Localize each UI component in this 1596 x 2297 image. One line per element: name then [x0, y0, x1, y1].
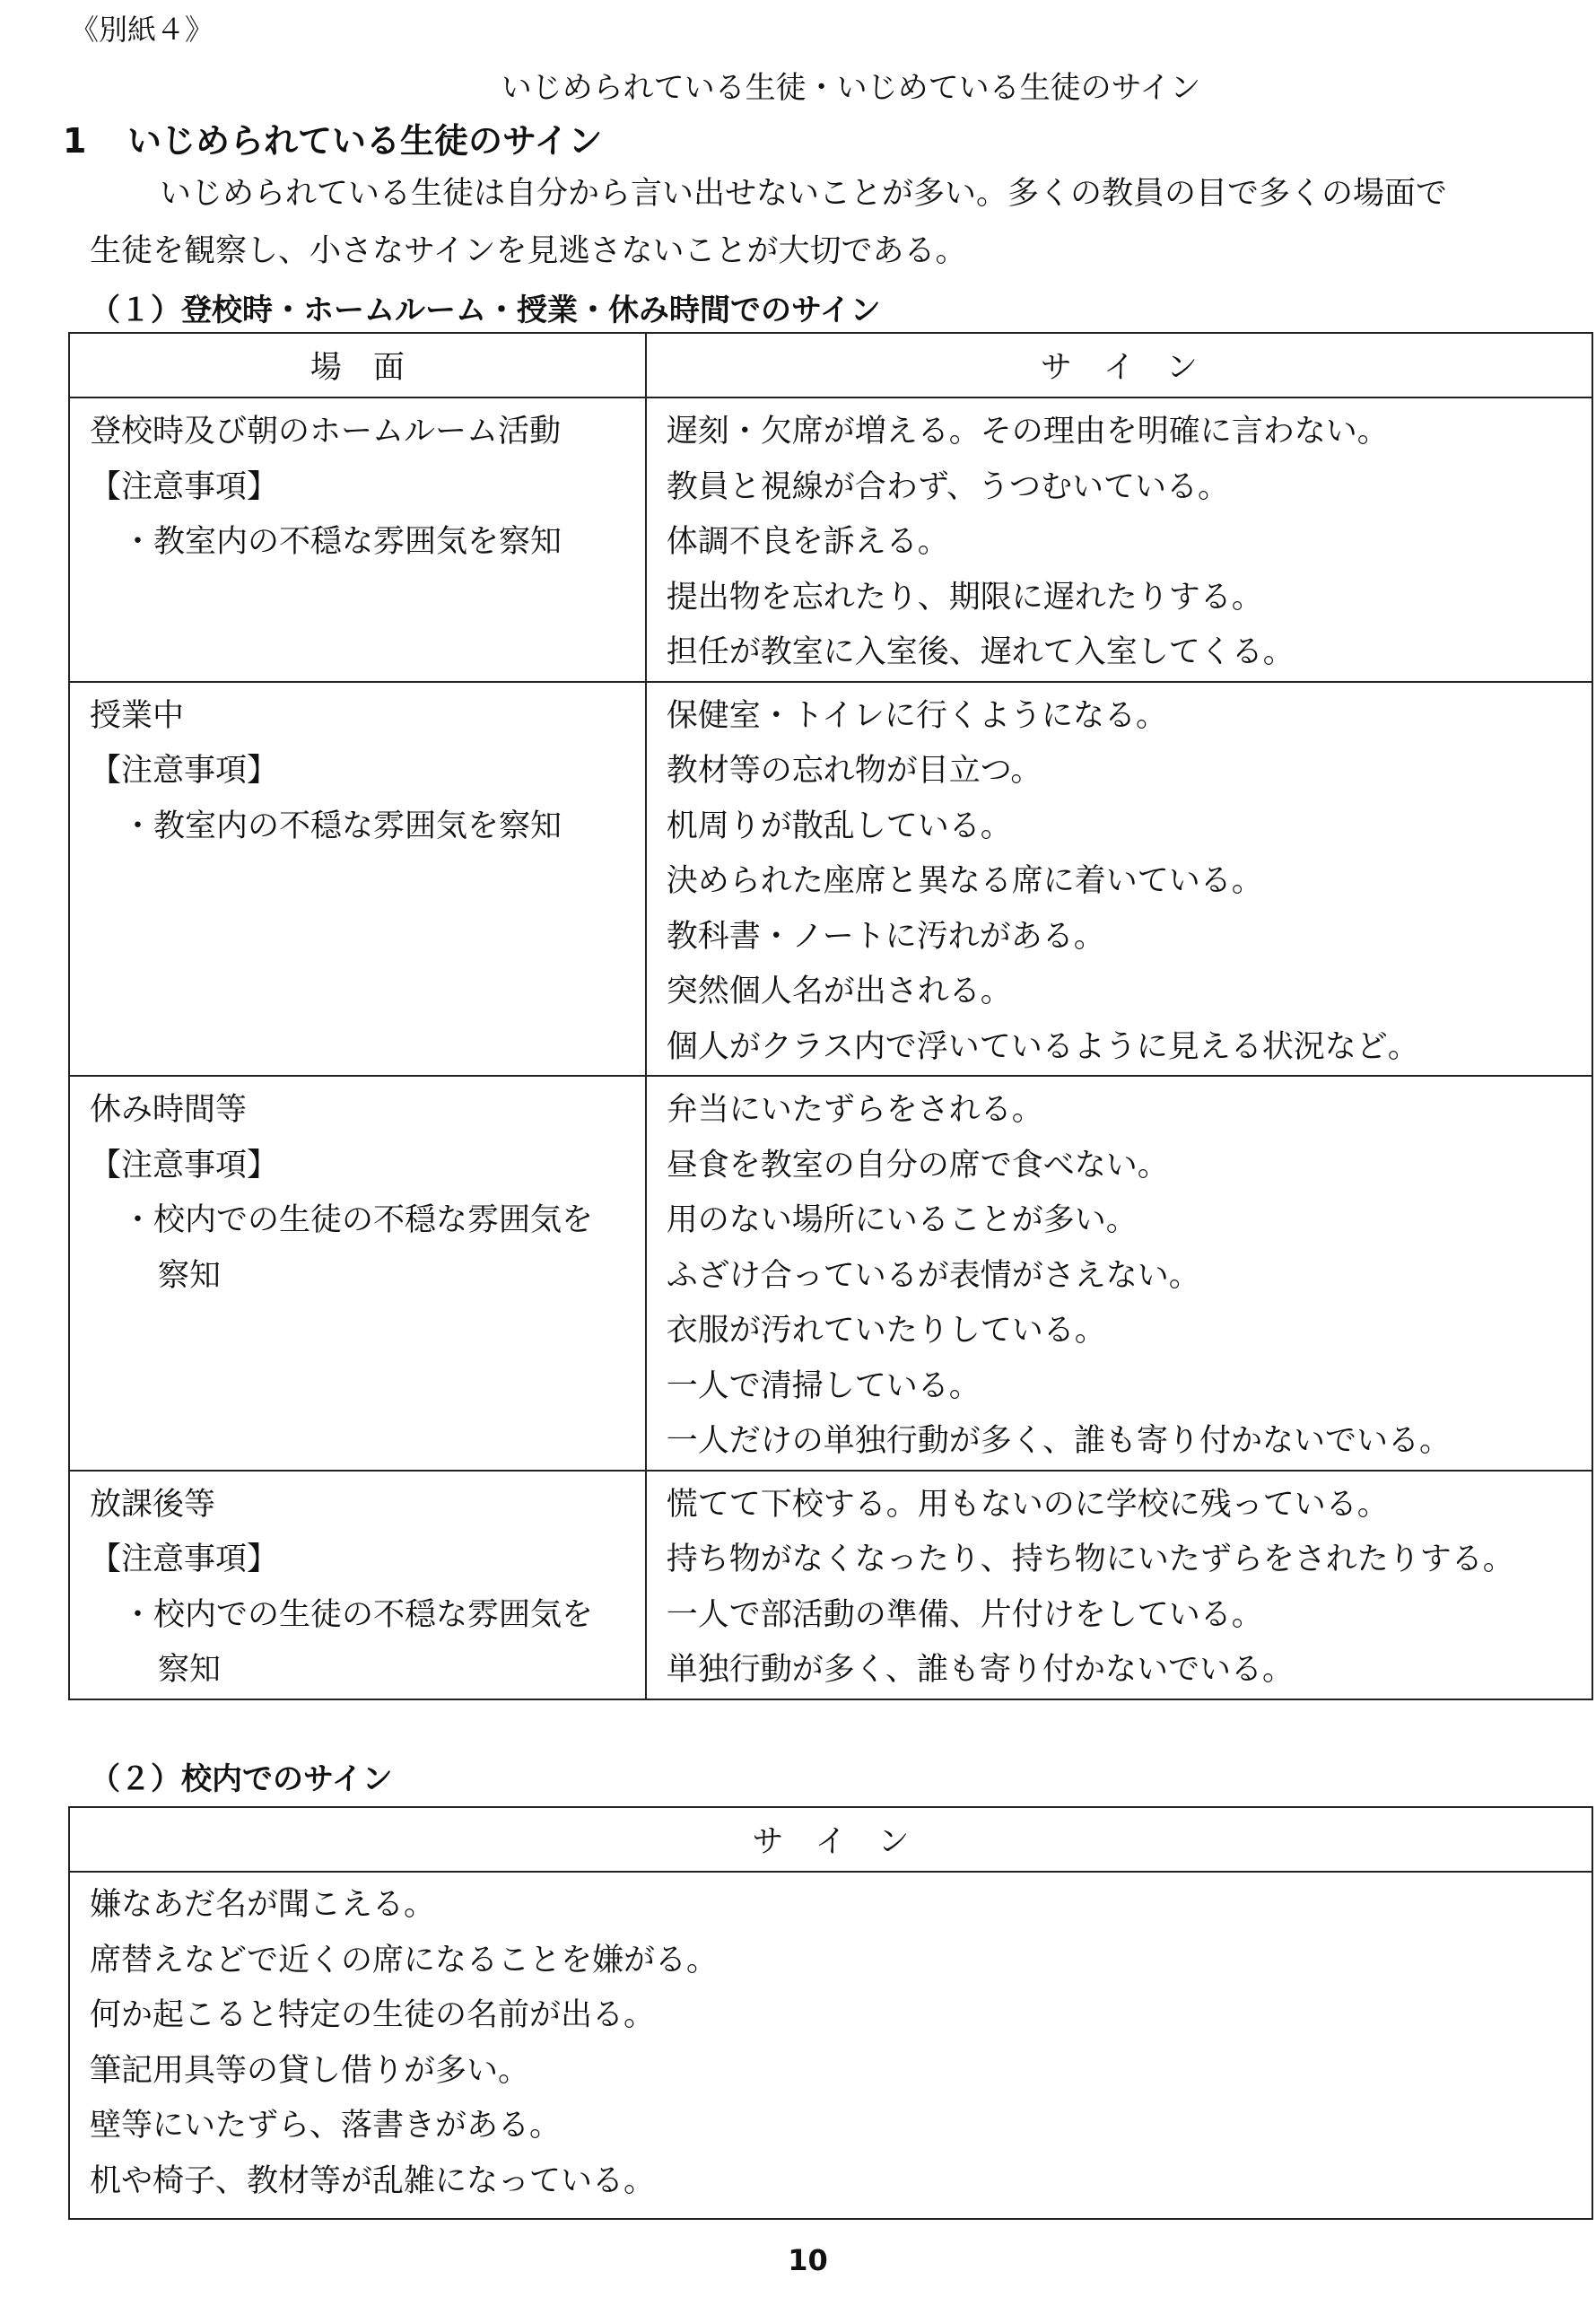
- section-number: 1: [63, 121, 87, 161]
- sign-item: 机周りが散乱している。: [666, 808, 1012, 844]
- sign-item: 筆記用具等の貸し借りが多い。: [90, 2052, 530, 2089]
- sign-item: 教員と視線が合わず、うつむいている。: [666, 468, 1229, 505]
- sign-item: 個人がクラス内で浮いているように見える状況など。: [666, 1028, 1419, 1065]
- document-label: 《別紙４》: [70, 13, 214, 47]
- subsection-1-heading: （１）登校時・ホームルーム・授業・休み時間でのサイン: [90, 293, 881, 328]
- scene-name: 登校時及び朝のホームルーム活動: [90, 414, 562, 450]
- sign-item: 用のない場所にいることが多い。: [666, 1202, 1138, 1238]
- sign-item: 教科書・ノートに汚れがある。: [666, 918, 1105, 955]
- intro-paragraph: [90, 165, 1561, 280]
- scene-cell: [69, 397, 646, 682]
- signs-cell: [646, 682, 1592, 1077]
- scene-cell: [69, 1471, 646, 1699]
- signs-cell: [69, 1872, 1592, 2219]
- school-signs-table: [68, 1806, 1593, 2220]
- scene-name: 休み時間等: [90, 1092, 248, 1128]
- sign-item: 一人で清掃している。: [666, 1367, 981, 1404]
- sign-item: 昼食を教室の自分の席で食べない。: [666, 1147, 1169, 1183]
- signs-cell: [646, 397, 1592, 682]
- scene-name: 放課後等: [90, 1486, 216, 1523]
- section-title: いじめられている生徒のサイン: [127, 121, 603, 161]
- document-title: いじめられている生徒・いじめている生徒のサイン: [501, 70, 1201, 106]
- table-row: [69, 1872, 1592, 2219]
- caution-item: 察知: [158, 1652, 222, 1688]
- caution-label: 【注意事項】: [90, 468, 279, 505]
- sign-item: 机や椅子、教材等が乱雑になっている。: [90, 2162, 656, 2199]
- caution-item: ・教室内の不穏な雰囲気を察知: [122, 524, 563, 560]
- sign-item: 衣服が汚れていたりしている。: [666, 1313, 1106, 1349]
- sign-item: 一人で部活動の準備、片付けをしている。: [666, 1596, 1263, 1633]
- caution-label: 【注意事項】: [90, 753, 279, 789]
- sign-item: 壁等にいたずら、落書きがある。: [90, 2108, 562, 2144]
- caution-label: 【注意事項】: [90, 1147, 279, 1183]
- scene-name: 授業中: [90, 697, 185, 734]
- sign-item: 単独行動が多く、誰も寄り付かないでいる。: [666, 1652, 1295, 1688]
- paragraph-line: 生徒を観察し、小さなサインを見逃さないことが大切である。: [90, 233, 967, 269]
- page-number: 10: [788, 2243, 828, 2277]
- table-row: [69, 1471, 1592, 1699]
- sign-item: 提出物を忘れたり、期限に遅れたりする。: [666, 579, 1263, 616]
- paragraph-line: いじめられている生徒は自分から言い出せないことが多い。多くの教員の目で多くの場面で: [160, 176, 1448, 212]
- caution-item: ・校内での生徒の不穏な雰囲気を: [122, 1202, 594, 1238]
- column-header-sign: サ イ ン: [646, 333, 1592, 397]
- signs-by-scene-table: [68, 332, 1593, 1700]
- sign-item: ふざけ合っているが表情がさえない。: [666, 1257, 1200, 1294]
- sign-item: 弁当にいたずらをされる。: [666, 1092, 1043, 1128]
- caution-item: ・校内での生徒の不穏な雰囲気を: [122, 1596, 594, 1633]
- sign-item: 持ち物がなくなったり、持ち物にいたずらをされたりする。: [666, 1542, 1514, 1577]
- scene-cell: [69, 682, 646, 1077]
- sign-item: 一人だけの単独行動が多く、誰も寄り付かないでいる。: [666, 1423, 1452, 1459]
- table-row: [69, 1076, 1592, 1471]
- table-row: [69, 682, 1592, 1077]
- sign-item: 席替えなどで近くの席になることを嫌がる。: [90, 1942, 719, 1978]
- sign-item: 慌てて下校する。用もないのに学校に残っている。: [666, 1486, 1389, 1523]
- sign-item: 教材等の忘れ物が目立つ。: [666, 753, 1042, 789]
- sign-item: 何か起こると特定の生徒の名前が出る。: [90, 1997, 656, 2033]
- column-header-sign: サ イ ン: [69, 1807, 1592, 1872]
- section-1-heading: [63, 113, 602, 162]
- sign-item: 遅刻・欠席が増える。その理由を明確に言わない。: [666, 414, 1389, 450]
- sign-item: 体調不良を訴える。: [666, 524, 949, 560]
- table-header-row: [69, 333, 1592, 397]
- caution-item: 察知: [158, 1257, 222, 1294]
- sign-item: 保健室・トイレに行くようになる。: [666, 697, 1168, 734]
- table-row: [69, 397, 1592, 682]
- signs-cell: [646, 1471, 1592, 1699]
- subsection-2-heading: （２）校内でのサイン: [90, 1761, 393, 1797]
- column-header-scene: 場 面: [69, 333, 646, 397]
- sign-item: 突然個人名が出される。: [666, 974, 1012, 1009]
- sign-item: 決められた座席と異なる席に着いている。: [666, 863, 1263, 899]
- scene-cell: [69, 1076, 646, 1471]
- table-header-row: [69, 1807, 1592, 1872]
- signs-cell: [646, 1076, 1592, 1471]
- sign-item: 嫌なあだ名が聞こえる。: [90, 1887, 436, 1923]
- caution-label: 【注意事項】: [90, 1542, 279, 1577]
- caution-item: ・教室内の不穏な雰囲気を察知: [122, 808, 563, 844]
- sign-item: 担任が教室に入室後、遅れて入室してくる。: [666, 634, 1295, 670]
